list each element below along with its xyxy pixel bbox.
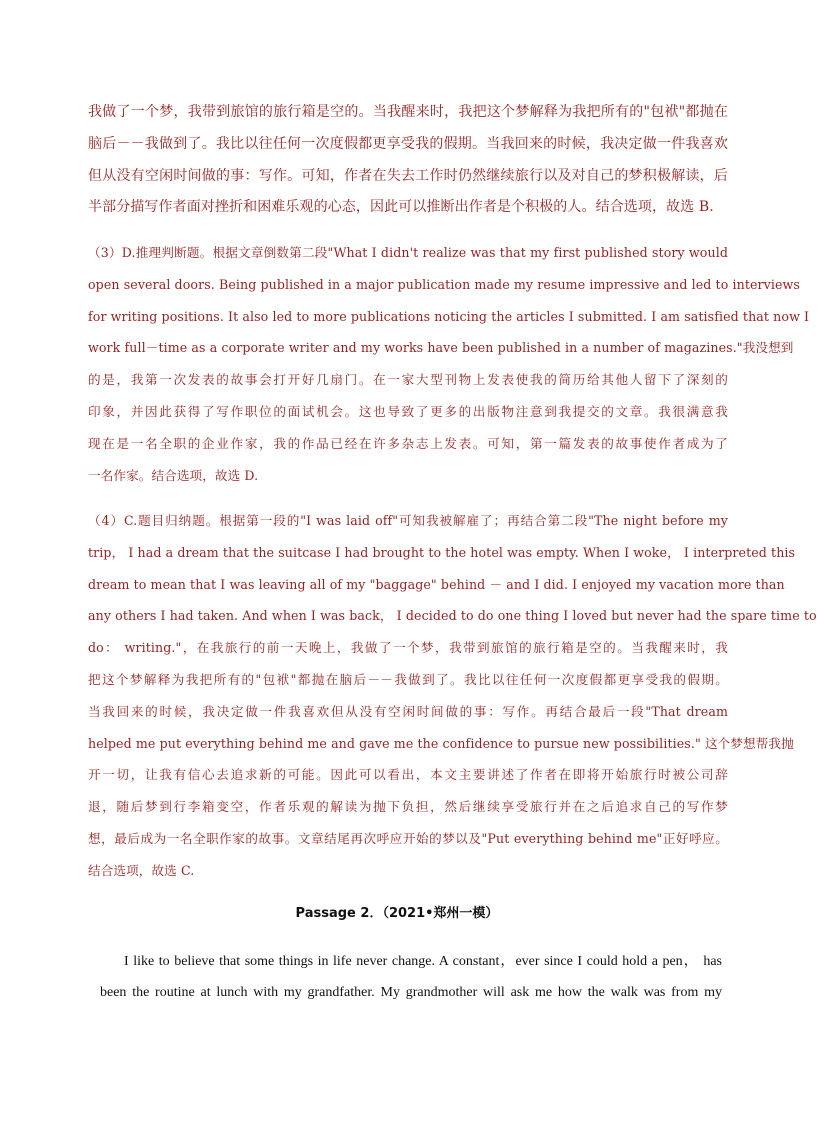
text-line: trip， I had a dream that the suitcase I had brought to the hotel was empty. When I woke， I interpreted this — [88, 544, 796, 560]
text-line: helped me put everything behind me and gave me the confidence to pursue new possibilities." 这个梦想帮我抛 — [88, 735, 794, 751]
text-line: I like to believe that some things in life never change. A constant，ever since I could hold a pen， has — [124, 954, 722, 969]
text-line: been the routine at lunch with my grandfather. My grandmother will ask me how the walk was from my — [100, 985, 722, 1000]
text-line: open several doors. Being published in a major publication made my resume impressive and led to interviews — [88, 276, 800, 292]
text-line: 想，最后成为一名全职作家的故事。文章结尾再次呼应开始的梦以及"Put everything behind me"正好呼应。 — [88, 830, 728, 846]
text-line: 把这个梦解释为我把所有的"包袱"都抛在脑后－－我做到了。我比以往任何一次度假都更享受我的假期。 — [88, 671, 728, 687]
text-line: 现在是一名全职的企业作家，我的作品已经在许多杂志上发表。可知，第一篇发表的故事使作者成为了 — [88, 435, 728, 451]
text-line: work full－time as a corporate writer and my works have been published in a number of magazines."我没想到 — [88, 340, 794, 356]
text-line: 半部分描写作者面对挫折和困难乐观的心态，因此可以推断出作者是个积极的人。结合选项，故选 B. — [88, 199, 714, 216]
text-line: 脑后－－我做到了。我比以往任何一次度假都更享受我的假期。当我回来的时候，我决定做一件我喜欢 — [88, 135, 728, 152]
text-line: 一名作家。结合选项，故选 D. — [88, 467, 259, 483]
text-line: any others I had taken. And when I was back， I decided to do one thing I loved but never had the spare time to — [88, 608, 817, 624]
text-line: 的是，我第一次发表的故事会打开好几扇门。在一家大型刊物上发表使我的简历给其他人留下了深刻的 — [88, 372, 728, 388]
text-line: 我做了一个梦，我带到旅馆的旅行箱是空的。当我醒来时，我把这个梦解释为我把所有的"包袱"都抛在 — [88, 104, 728, 120]
text-line: 退，随后梦到行李箱变空，作者乐观的解读为抛下负担，然后继续享受旅行并在之后追求自己的写作梦 — [88, 799, 728, 815]
text-line: 但从没有空闲时间做的事：写作。可知，作者在失去工作时仍然继续旅行以及对自己的梦积极解读，后 — [88, 167, 728, 184]
text-line: 结合选项，故选 C. — [88, 862, 195, 878]
answer-paragraph-4 — [88, 505, 817, 887]
text-line: do： writing."，在我旅行的前一天晚上，我做了一个梦，我带到旅馆的旅行箱是空的。当我醒来时，我 — [88, 640, 728, 656]
passage-body — [100, 946, 722, 1008]
answer-paragraph-3 — [88, 237, 810, 491]
text-line: （3）D.推理判断题。根据文章倒数第二段"What I didn't realize was that my first published story would — [88, 245, 728, 260]
passage-title: Passage 2．（2021•郑州一模） — [295, 906, 499, 921]
answer-paragraph-2-explanation — [88, 97, 728, 224]
text-line: 开一切，让我有信心去追求新的可能。因此可以看出，本文主要讲述了作者在即将开始旅行时被公司辞 — [88, 767, 728, 783]
text-line: dream to mean that I was leaving all of my "baggage" behind － and I did. I enjoyed my vacation more than — [88, 576, 785, 592]
text-line: for writing positions. It also led to more publications noticing the articles I submitted. I am satisfied that now I — [88, 308, 810, 324]
text-line: 当我回来的时候，我决定做一件我喜欢但从没有空闲时间做的事：写作。再结合最后一段"That dream — [88, 703, 728, 719]
text-line: 印象，并因此获得了写作职位的面试机会。这也导致了更多的出版物注意到我提交的文章。我很满意我 — [88, 403, 728, 419]
text-line: （4）C.题目归纳题。根据第一段的"I was laid off"可知我被解雇了；再结合第二段"The night before my — [88, 513, 728, 528]
